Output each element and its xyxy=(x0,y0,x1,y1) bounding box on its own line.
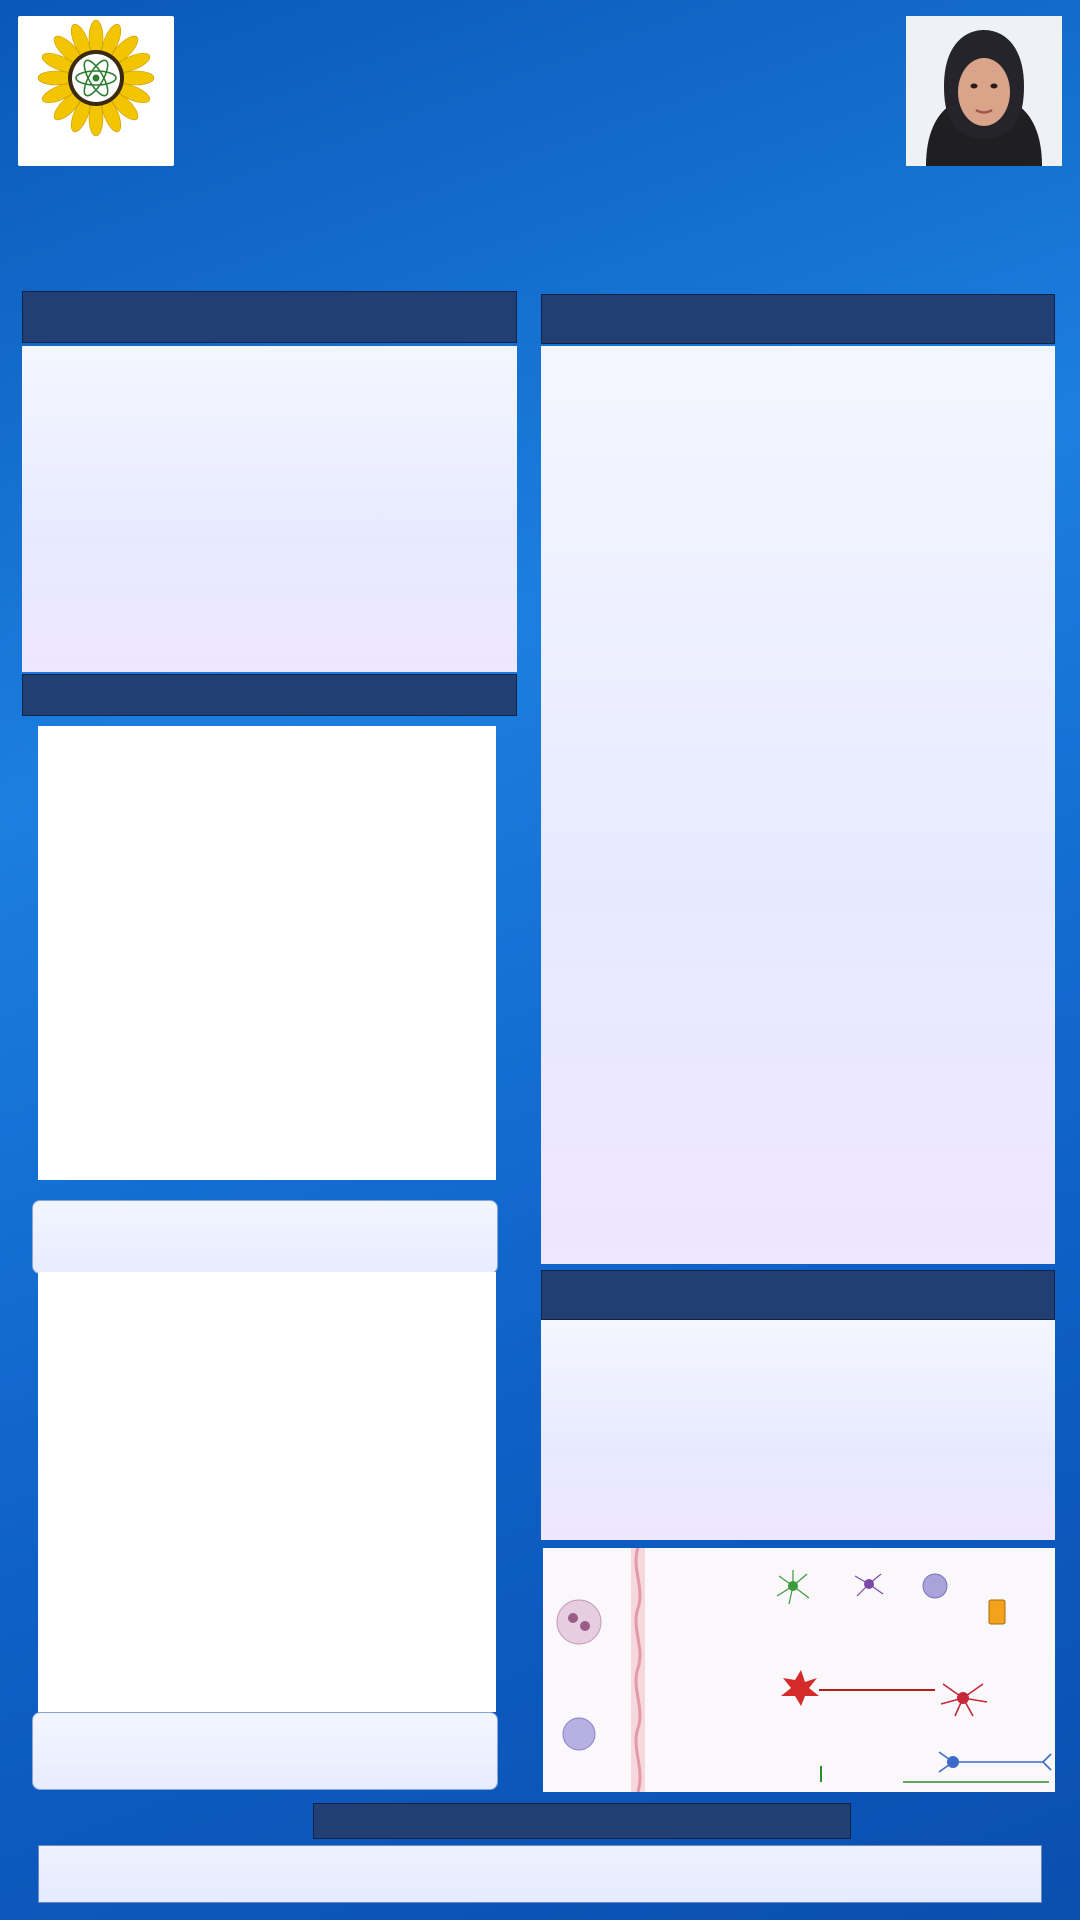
results-heading xyxy=(22,674,517,716)
results-caption-1 xyxy=(32,1200,498,1274)
conclusions-text xyxy=(541,1320,1055,1540)
neutrophil-icon xyxy=(557,1600,601,1644)
behavior-charts xyxy=(38,726,496,1180)
results-panel-2 xyxy=(38,1272,496,1712)
sunflower-atom-icon xyxy=(18,16,174,166)
discussion-text xyxy=(541,346,1055,1264)
agbiol-logo xyxy=(18,16,174,166)
cytokine-charts xyxy=(38,1272,496,1712)
graphical-abstract-heading xyxy=(541,1528,1055,1548)
acknowledgments-text xyxy=(38,1845,1042,1903)
author-photo xyxy=(906,16,1062,166)
results-caption-2 xyxy=(32,1712,498,1790)
macrophage-cell-icon xyxy=(923,1574,947,1598)
macrophage-left-icon xyxy=(563,1718,595,1750)
results-panel-1 xyxy=(38,726,496,1180)
conference-header xyxy=(200,10,880,12)
graphical-abstract xyxy=(543,1548,1055,1792)
introduction-heading xyxy=(22,291,517,343)
conclusions-heading xyxy=(541,1270,1055,1320)
introduction-text xyxy=(22,346,517,672)
acknowledgments-heading xyxy=(313,1803,851,1839)
cuprizone-bottle-icon xyxy=(989,1600,1005,1624)
graphical-abstract-diagram xyxy=(543,1548,1055,1792)
discussion-heading xyxy=(541,294,1055,344)
